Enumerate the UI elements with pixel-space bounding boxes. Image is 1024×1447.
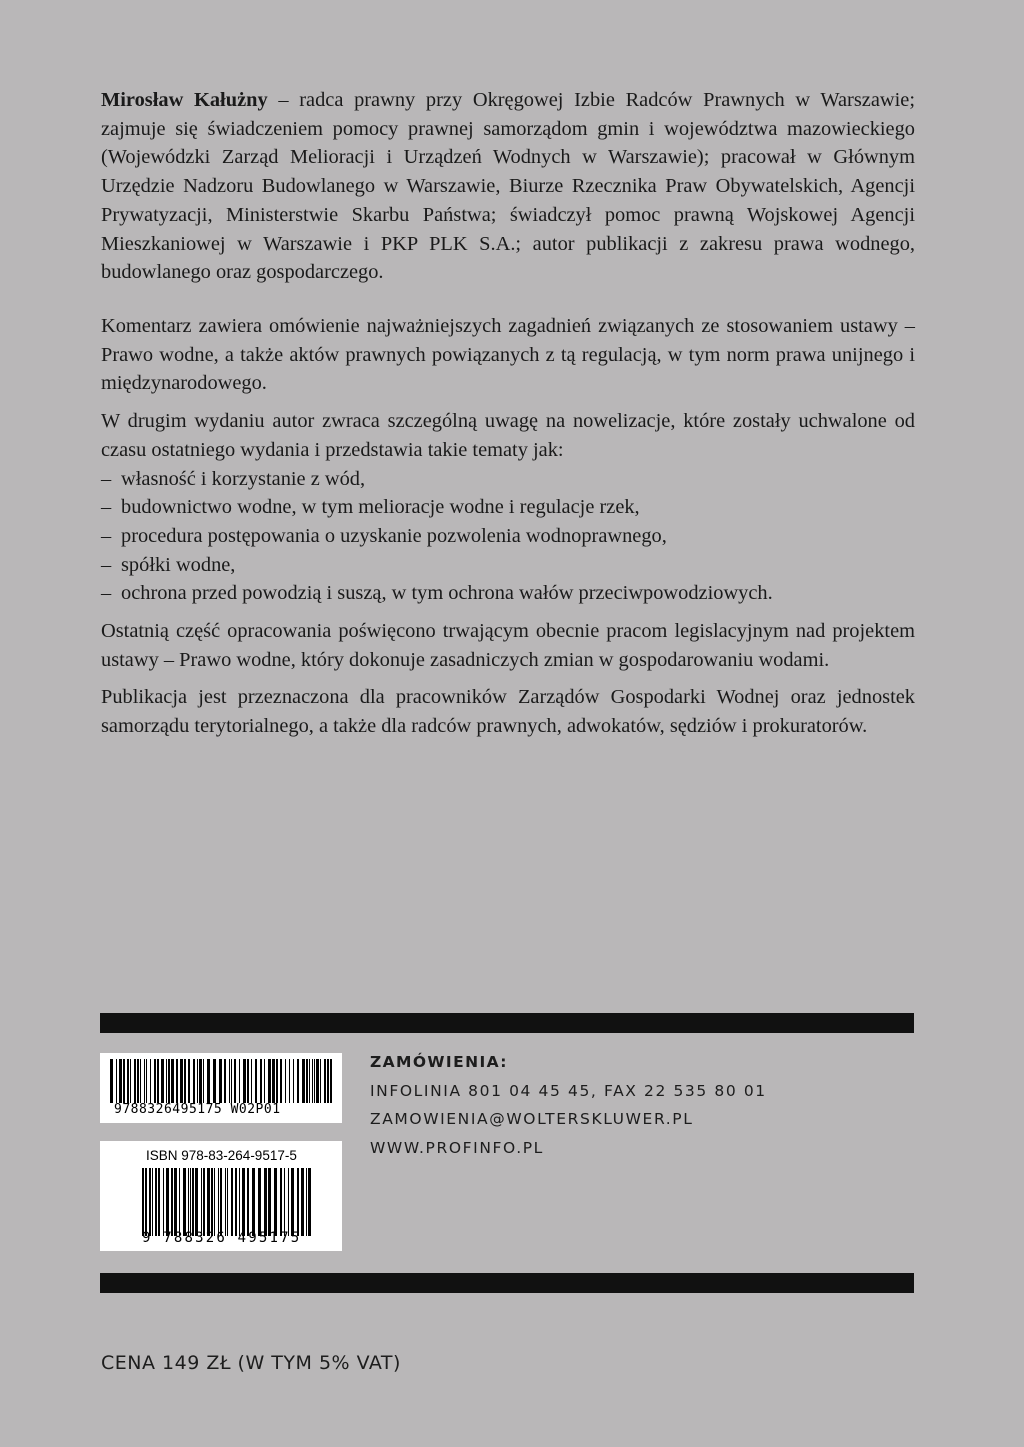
divider-bar-bottom — [100, 1273, 914, 1293]
list-item: – budownictwo wodne, w tym melioracje wodne i regulacje rzek, — [101, 493, 915, 522]
author-bio-text: – radca prawny przy Okręgowej Izbie Radców Prawnych w Warszawie; zajmuje się świadczeniem pomocy prawnej samorządom gmin i województwa mazowieckiego (Wojewódzki Zarząd Melioracji i Urządzeń Wodnych w Warszawie); pracował w Głównym Urzędzie Nadzoru Budowlanego w Warszawie, Biurze Rzecznika Praw Obywatelskich, Agencji Prywatyzacji, Ministerstwie Skarbu Państwa; świadczył pomoc prawną Wojskowej Agencji Mieszkaniowej w Warszawie i PKP PLK S.A.; autor publikacji z zakresu prawa wodnego, budowlanego oraz gospodarczego. — [101, 89, 915, 284]
author-name: Mirosław Kałużny — [101, 89, 268, 111]
ean-barcode-icon — [142, 1168, 314, 1236]
orders-phone: INFOLINIA 801 04 45 45, FAX 22 535 80 01 — [370, 1081, 767, 1100]
description-paragraph-1: Komentarz zawiera omówienie najważniejszych zagadnień związanych ze stosowaniem ustawy – Prawo wodne, a także aktów prawnych powiązanych z tą regulacją, w tym norm prawa unijnego i międzynarodowego. — [101, 315, 915, 395]
divider-bar-top — [100, 1013, 914, 1033]
ean-digits: 9 788326 495175 — [142, 1230, 302, 1246]
barcode-stripes-icon — [110, 1059, 332, 1103]
orders-info — [370, 1048, 767, 1162]
author-bio-paragraph — [101, 86, 915, 287]
isbn-label: ISBN 978-83-264-9517-5 — [146, 1148, 297, 1163]
author-bio — [101, 86, 915, 287]
description-paragraph-3: Ostatnią część opracowania poświęcono trwającym obecnie pracom legislacyjnym nad projektem ustawy – Prawo wodne, który dokonuje zasadniczych zmian w gospodarowaniu wodami. — [101, 620, 915, 671]
isbn-barcode — [100, 1141, 342, 1251]
list-item: – ochrona przed powodzią i suszą, w tym ochrona wałów przeciwpowodziowych. — [101, 579, 915, 608]
internal-code-text: 9788326495175 W02P01 — [114, 1102, 281, 1117]
orders-heading: ZAMÓWIENIA: — [370, 1053, 508, 1071]
book-description — [101, 312, 915, 750]
orders-website[interactable]: WWW.PROFINFO.PL — [370, 1138, 544, 1157]
topics-list — [101, 465, 915, 609]
orders-email[interactable]: ZAMOWIENIA@WOLTERSKLUWER.PL — [370, 1110, 694, 1128]
list-item: – procedura postępowania o uzyskanie pozwolenia wodnoprawnego, — [101, 522, 915, 551]
internal-barcode — [100, 1053, 342, 1123]
list-item: – spółki wodne, — [101, 551, 915, 580]
description-paragraph-2: W drugim wydaniu autor zwraca szczególną uwagę na nowelizacje, które zostały uchwalone od czasu ostatniego wydania i przedstawia takie tematy jak: — [101, 410, 915, 461]
price-label: CENA 149 ZŁ (W TYM 5% VAT) — [101, 1352, 401, 1374]
description-paragraph-4: Publikacja jest przeznaczona dla pracowników Zarządów Gospodarki Wodnej oraz jednostek samorządu terytorialnego, a także dla radców prawnych, adwokatów, sędziów i prokuratorów. — [101, 686, 915, 738]
list-item: – własność i korzystanie z wód, — [101, 465, 915, 494]
